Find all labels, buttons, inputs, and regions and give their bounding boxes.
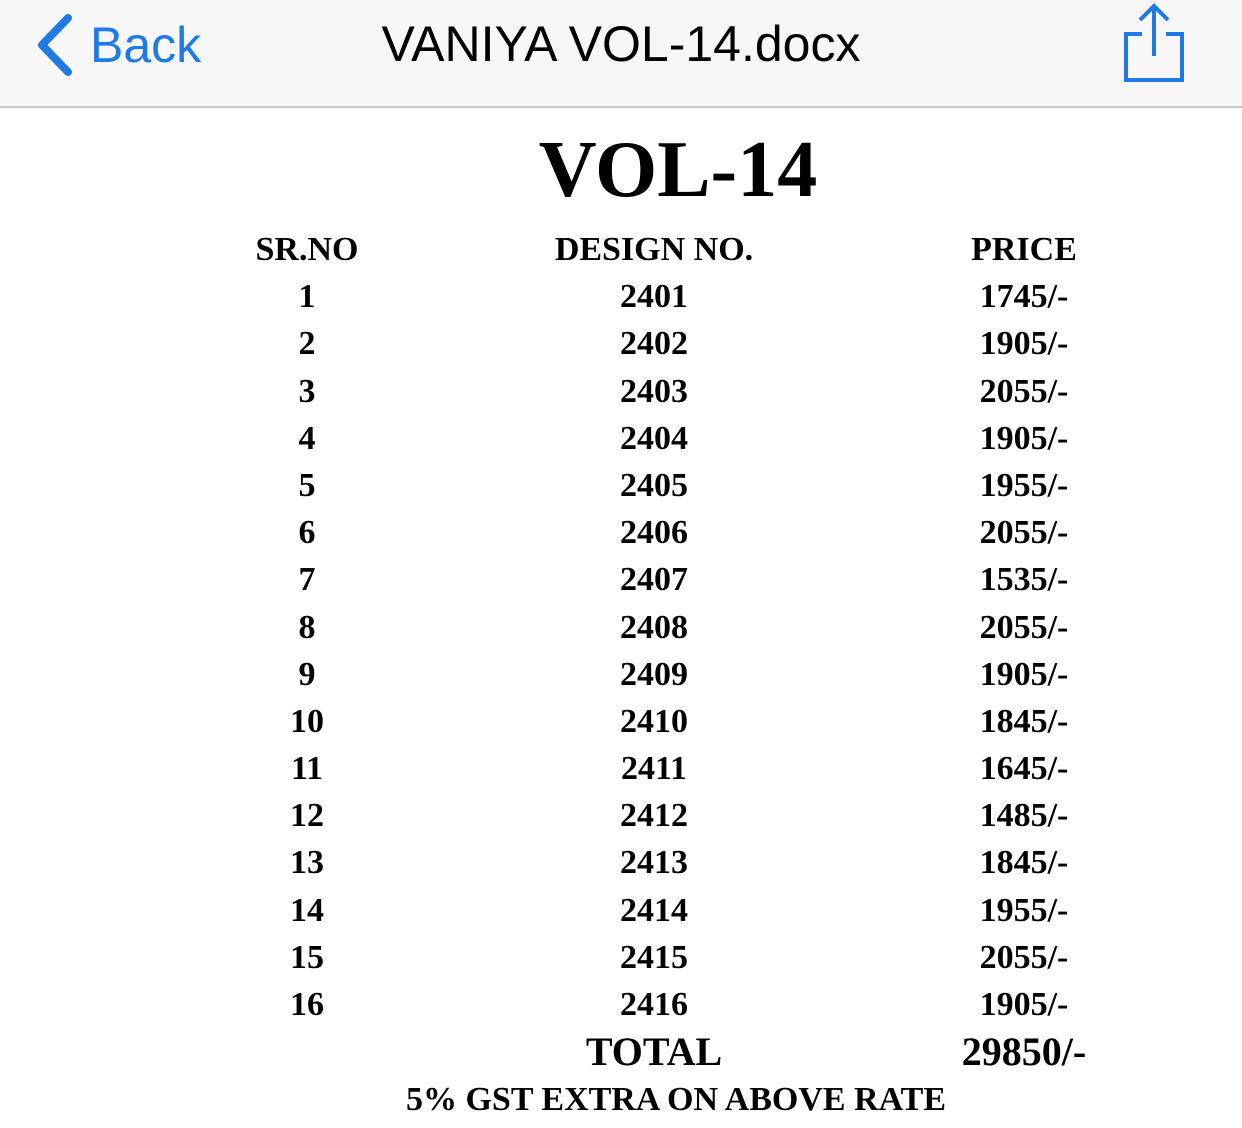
cell-sr-no: 1 — [298, 278, 316, 316]
document-heading: VOL-14 — [538, 126, 818, 214]
table-row — [0, 934, 1242, 981]
table-row — [0, 604, 1242, 651]
back-label: Back — [90, 17, 202, 73]
cell-price: 2055/- — [979, 514, 1069, 552]
cell-sr-no: 16 — [290, 986, 324, 1023]
cell-design-no: 2415 — [620, 938, 688, 976]
cell-design-no: 2406 — [620, 514, 688, 552]
cell-design-no: 2404 — [620, 419, 688, 457]
share-icon — [1118, 0, 1190, 88]
table-body — [0, 273, 1242, 1028]
table-total-row — [0, 1028, 1242, 1075]
cell-price: 1485/- — [979, 797, 1069, 835]
cell-sr-no: 5 — [298, 466, 316, 504]
cell-sr-no: 9 — [298, 655, 316, 693]
cell-sr-no: 2 — [298, 325, 316, 363]
table-row — [0, 839, 1242, 886]
cell-design-no: 2416 — [620, 986, 688, 1023]
cell-sr-no: 7 — [298, 561, 316, 599]
table-row — [0, 698, 1242, 745]
cell-sr-no: 11 — [290, 750, 324, 788]
table-row — [0, 415, 1242, 462]
table-row — [0, 981, 1242, 1028]
cell-sr-no: 15 — [290, 938, 324, 976]
table-row — [0, 320, 1242, 367]
cell-sr-no: 14 — [290, 891, 324, 929]
header-price: PRICE — [971, 231, 1077, 268]
header-sr-no: SR.NO — [255, 231, 359, 268]
cell-sr-no: 12 — [290, 797, 324, 835]
price-table — [0, 226, 1242, 1075]
cell-price: 1955/- — [979, 466, 1069, 504]
cell-design-no: 2405 — [620, 466, 688, 504]
cell-price: 1905/- — [979, 986, 1069, 1023]
cell-sr-no: 3 — [298, 372, 316, 410]
document-title: VANIYA VOL-14.docx — [381, 16, 861, 72]
table-row — [0, 887, 1242, 934]
cell-price: 1745/- — [979, 278, 1069, 316]
cell-design-no: 2411 — [620, 750, 688, 788]
cell-price: 1905/- — [979, 419, 1069, 457]
cell-sr-no: 6 — [298, 514, 316, 552]
total-value: 29850/- — [961, 1029, 1087, 1075]
cell-price: 1535/- — [979, 561, 1069, 599]
cell-sr-no: 8 — [298, 608, 316, 646]
cell-design-no: 2409 — [620, 655, 688, 693]
cell-price: 2055/- — [979, 938, 1069, 976]
table-row — [0, 556, 1242, 603]
cell-design-no: 2413 — [620, 844, 688, 882]
back-button[interactable] — [34, 10, 201, 80]
table-row — [0, 792, 1242, 839]
table-row — [0, 745, 1242, 792]
cell-design-no: 2407 — [620, 561, 688, 599]
cell-design-no: 2403 — [620, 372, 688, 410]
document-body — [0, 110, 1242, 1128]
cell-price: 1845/- — [979, 844, 1069, 882]
cell-price: 2055/- — [979, 608, 1069, 646]
cell-design-no: 2414 — [620, 891, 688, 929]
cell-price: 1905/- — [979, 325, 1069, 363]
cell-price: 2055/- — [979, 372, 1069, 410]
table-row — [0, 273, 1242, 320]
cell-sr-no: 13 — [290, 844, 324, 882]
cell-design-no: 2410 — [620, 702, 688, 740]
gst-note: 5% GST EXTRA ON ABOVE RATE — [405, 1081, 947, 1118]
table-row — [0, 368, 1242, 415]
total-label: TOTAL — [585, 1029, 723, 1075]
cell-design-no: 2412 — [620, 797, 688, 835]
header-design-no: DESIGN NO. — [554, 231, 754, 268]
cell-sr-no: 10 — [290, 702, 324, 740]
cell-price: 1645/- — [979, 750, 1069, 788]
cell-design-no: 2402 — [620, 325, 688, 363]
share-button[interactable] — [1118, 0, 1190, 88]
cell-price: 1905/- — [979, 655, 1069, 693]
cell-design-no: 2401 — [620, 278, 688, 316]
table-row — [0, 651, 1242, 698]
cell-sr-no: 4 — [298, 419, 316, 457]
navigation-bar — [0, 0, 1242, 108]
table-row — [0, 509, 1242, 556]
cell-price: 1955/- — [979, 891, 1069, 929]
cell-design-no: 2408 — [620, 608, 688, 646]
table-header-row — [0, 226, 1242, 273]
cell-price: 1845/- — [979, 702, 1069, 740]
table-row — [0, 462, 1242, 509]
chevron-left-icon — [34, 12, 76, 78]
